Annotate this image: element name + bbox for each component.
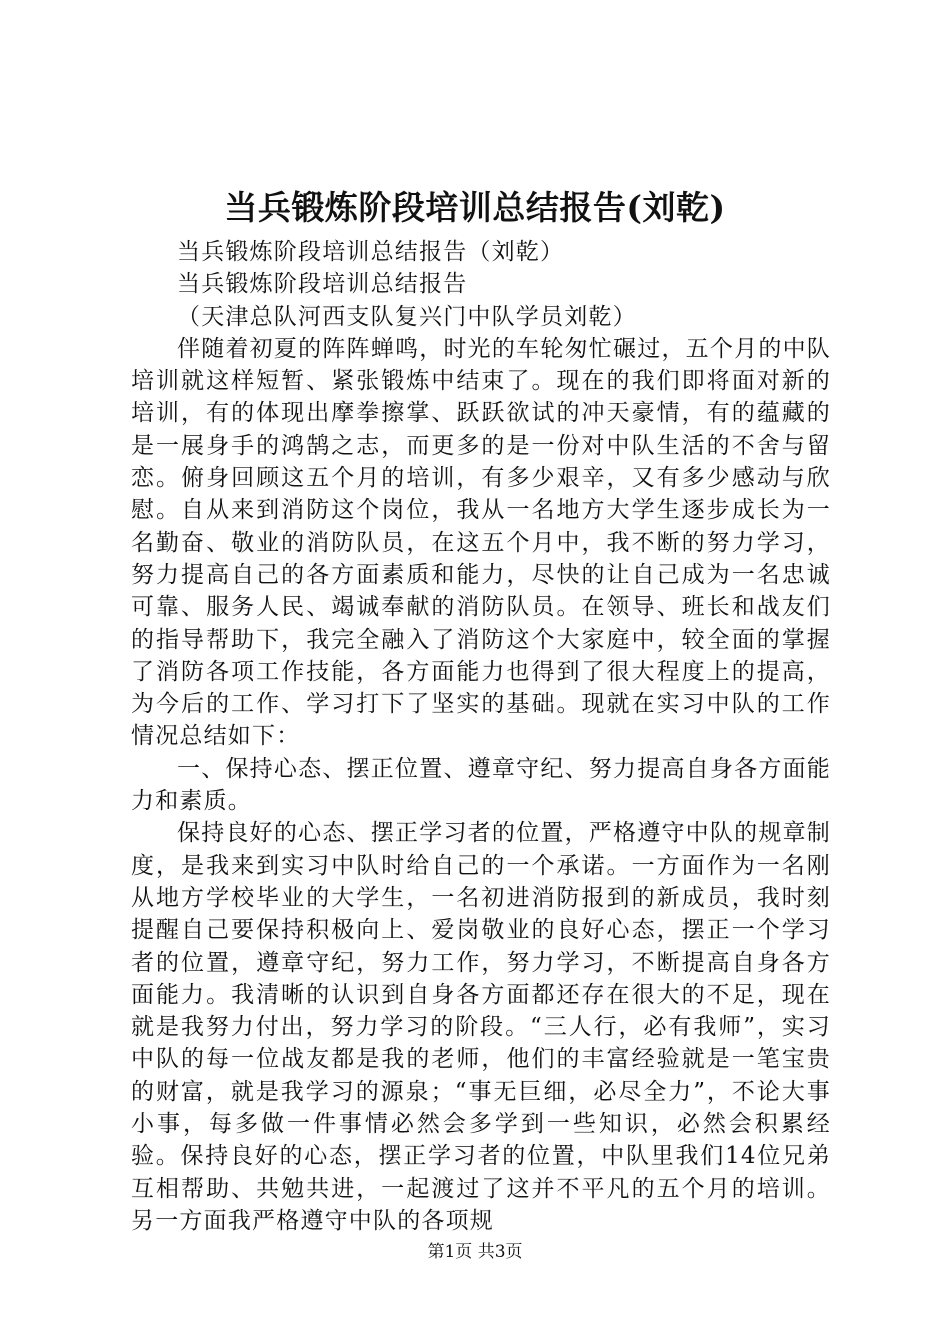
document-title: 当兵锻炼阶段培训总结报告(刘乾) [224, 188, 726, 227]
report-heading: 当兵锻炼阶段培训总结报告 [177, 271, 468, 298]
author-line: （天津总队河西支队复兴门中队学员刘乾） [177, 303, 637, 330]
section-1-paragraph: 保持良好的心态、摆正学习者的位置，严格遵守中队的规章制度，是我来到实习中队时给自己的一个承诺。一方面作为一名刚从地方学校毕业的大学生，一名初进消防报到的新成员，我时刻提醒自己要保持积极向上、爱岗敬业的良好心态，摆正一个学习者的位置，遵章守纪，努力工作，努力学习，不断提高自身各方面能力。我清晰的认识到自身各方面都还存在很大的不足，现在就是我努力付出，努力学习的阶段。“三人行，必有我师”，实习中队的每一位战友都是我的老师，他们的丰富经验就是一笔宝贵的财富，就是我学习的源泉；“事无巨细，必尽全力”，不论大事小事，每多做一件事情必然会多学到一些知识，必然会积累经验。保持良好的心态，摆正学习者的位置，中队里我们14位兄弟互相帮助、共勉共进，一起渡过了这并不平凡的五个月的培训。另一方面我严格遵守中队的各项规 [131, 820, 831, 1234]
subtitle-line: 当兵锻炼阶段培训总结报告（刘乾） [177, 239, 565, 265]
section-heading-1: 一、保持心态、摆正位置、遵章守纪、努力提高自身各方面能力和素质。 [131, 755, 831, 815]
document-body [131, 236, 831, 1237]
intro-paragraph: 伴随着初夏的阵阵蝉鸣，时光的车轮匆忙碾过，五个月的中队培训就这样短暂、紧张锻炼中结束了。现在的我们即将面对新的培训，有的体现出摩拳擦掌、跃跃欲试的冲天豪情，有的蕴藏的是一展身手的鸿鹄之志，而更多的是一份对中队生活的不舍与留恋。俯身回顾这五个月的培训，有多少艰辛，又有多少感动与欣慰。自从来到消防这个岗位，我从一名地方大学生逐步成长为一名勤奋、敬业的消防队员，在这五个月中，我不断的努力学习，努力提高自己的各方面素质和能力，尽快的让自己成为一名忠诚可靠、服务人民、竭诚奉献的消防队员。在领导、班长和战友们的指导帮助下，我完全融入了消防这个大家庭中，较全面的掌握了消防各项工作技能，各方面能力也得到了很大程度上的提高，为今后的工作、学习打下了坚实的基础。现就在实习中队的工作情况总结如下： [131, 335, 831, 750]
page-footer: 第1页 共3页 [427, 1242, 523, 1262]
